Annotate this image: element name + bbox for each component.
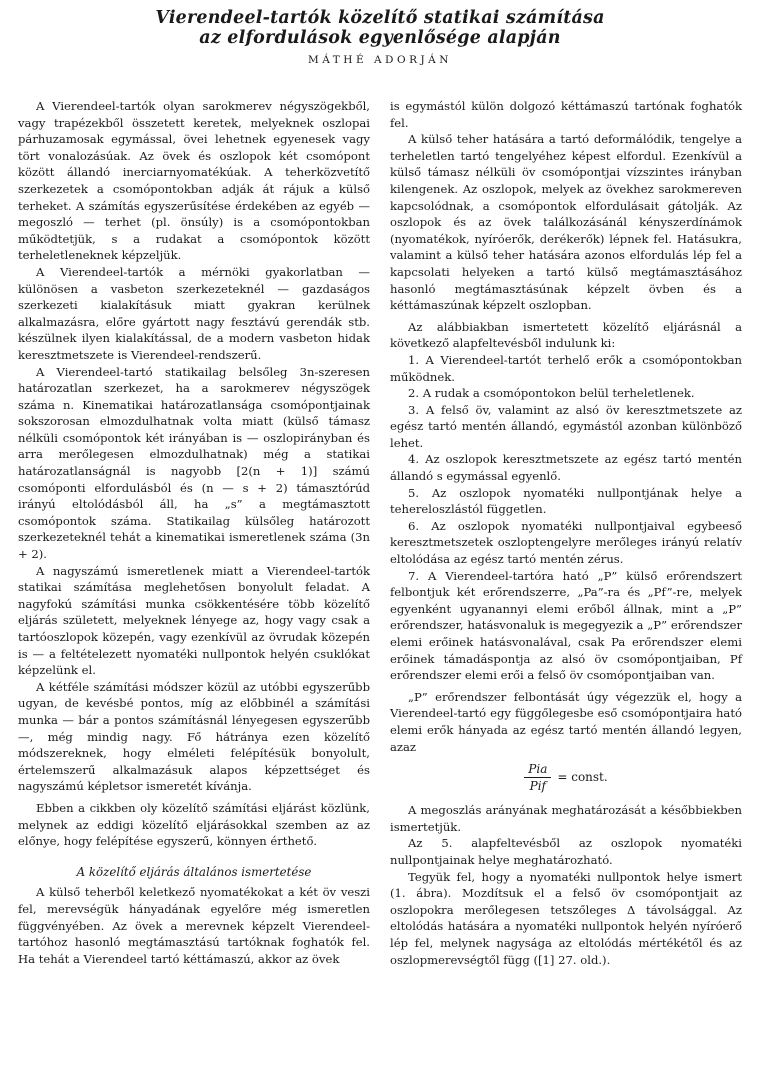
paragraph: A Vierendeel-tartók a mérnöki gyakorlatban — különösen a vasbeton szerkezeteknél — gazdaságos szerkezeti kialakításuk miatt gyakran kerülnek alkalmazásra, előre gyártott nagy fesztávú gerendák stb. készülnek ilyen kialakítással, de a modern vasbeton hidak keresztmetszete is Vierendeel-rendszerű. xyxy=(18,264,370,362)
list-item: 2. A rudak a csomópontokon belül terheletlenek. xyxy=(408,386,695,401)
fraction xyxy=(524,761,551,794)
paragraph: „P” erőrendszer felbontását úgy végezzük el, hogy a Vierendeel-tartó egy függőlegesbe eső csomópontjaira ható elemi erők hányada az egész tartó mentén állandó legyen, azaz xyxy=(390,689,742,754)
article-title-line-1: Vierendeel-tartók közelítő statikai számítása xyxy=(155,8,605,28)
paragraph: A Vierendeel-tartó statikailag belsőleg 3n-szeresen határozatlan szerkezet, ha a sarokmerev négyszögek száma n. Kinematikai határozatlansága csomópontjainak sokszorosan elmozdulhatnak volta miatt (külső támasz nélküli csomópontok két irányában is — oszlopirányban és arra merőlegesen elmozdulhatnak) még a statikai határozatlanságnál is nagyobb [2(n + 1)] számú csomóponti elfordulásból és (n — s + 2) támasztórúd irányú eltolódásból áll, ha „s” a megtámasztott csomópontok száma. Statikailag külsőleg határozott szerkezeteknél tehát a kinematikai ismeretlenek száma (3n + 2). xyxy=(18,364,370,562)
paragraph: A nagyszámú ismeretlenek miatt a Vierendeel-tartók statikai számítása meglehetősen bonyolult feladat. A nagyfokú számítási munka csökkentésére több közelítő eljárás született, melyeknek lényege az, hogy vagy csak a tartóoszlopok közepén, vagy ezenkívül az övrudak közepén is — a feltételezett nyomatéki nullpontok helyén csuklókat képzelünk el. xyxy=(18,563,370,678)
article-title-line-2: az elfordulások egyenlősége alapján xyxy=(199,28,561,48)
left-column xyxy=(18,98,370,968)
paragraph: A Vierendeel-tartók olyan sarokmerev négyszögekből, vagy trapézekből összetett keretek, melyeknek oszlopai párhuzamosak egymással, övei lehetnek egyenesek vagy tört vonalozásúak. Az övek és oszlopok két csomópont között állandó inerciarnyomatékúak. A teherközvetítő szerkezetek a csomópontokban adják át rájuk a külső terheket. A számítás egyszerűsítése érdekében az egyéb — megoszló — terhet (pl. önsúly) is a csomópontokban működtetjük, s a rudakat a csomópontok között terheletleneknek képzeljük. xyxy=(18,99,370,263)
ratio-formula xyxy=(390,761,742,794)
list-item: 4. Az oszlopok keresztmetszete az egész tartó mentén állandó s egymással egyenlő. xyxy=(390,452,742,484)
assumption-list xyxy=(390,352,742,684)
formula-rhs: = const. xyxy=(557,770,608,785)
fraction-numerator: Pia xyxy=(524,761,551,778)
list-item: 1. A Vierendeel-tartót terhelő erők a csomópontokban működnek. xyxy=(390,352,742,384)
paragraph: A külső teher hatására a tartó deformálódik, tengelye a terheletlen tartó tengelyéhez képest elfordul. Ezenkívül a külső támasz nélküli öv csomópontjai vízszintes irányban kilengenek. Az oszlopok, melyek az övekhez sarokmereven kapcsolódnak, a csomópontok elfordulásait gátolják. Az oszlopok és az övek találkozásánál kényszerdínámok (nyomatékok, nyíróerők, derékerők) lépnek fel. Hatásukra, valamint a külső teher hatására azonos elfordulás lép fel a kapcsolati helyeken a tartó külső megtámasztásához hasonló megtámasztásúnak képzelt övben és a kéttámaszúnak képzelt oszlopban. xyxy=(390,132,742,313)
paragraph: Ebben a cikkben oly közelítő számítási eljárást közlünk, melynek az eddigi közelítő eljárásokkal szemben az az előnye, hogy felépítése egyszerű, könnyen érthető. xyxy=(18,800,370,849)
paragraph: A kétféle számítási módszer közül az utóbbi egyszerűbb ugyan, de kevésbé pontos, míg az előbbinél a számítási munka — bár a pontos számításnál lényegesen egyszerűbb —, még mindig nagy. Fő hátránya ezen közelítő módszereknek, hogy elméleti felépítésük bonyolult, értelemszerű alkalmazásuk alapos képzettséget és nagyszámú képletsor ismeretét kívánja. xyxy=(18,679,370,794)
list-item: 6. Az oszlopok nyomatéki nullpontjaival egybeeső keresztmetszetek oszloptengelyre merőleges irányú relatív eltolódása az egész tartó mentén zérus. xyxy=(390,518,742,567)
article-author: MÁTHÉ ADORJÁN xyxy=(308,54,452,66)
article-body xyxy=(18,98,742,968)
right-column xyxy=(390,98,742,968)
paragraph: is egymástól külön dolgozó kéttámaszú tartónak foghatók fel. xyxy=(390,99,742,130)
list-item: 7. A Vierendeel-tartóra ható „P” külső erőrendszert felbontjuk két erőrendszerre, „Pa”-ra és „Pf”-re, melyek egyenként ugyanannyi elemi erőből állnak, mint a „P” erőrendszer, hatásvonaluk is megegyezik a „P” erőrendszer elemi erőinek hatásvonalával, csak Pa erőrendszer elemi erőinek támadáspontja az alsó öv csomópontjaiban, Pf erőrendszer elemi erői a felső öv csomópontjaiban van. xyxy=(390,568,742,683)
paragraph: Az 5. alapfeltevésből az oszlopok nyomatéki nullpontjainak helye meghatározható. xyxy=(390,836,742,867)
article-title xyxy=(18,8,742,48)
fraction-denominator: Pif xyxy=(529,779,546,794)
list-item: 5. Az oszlopok nyomatéki nullpontjának helye a tehereloszlástól független. xyxy=(390,485,742,517)
list-item: 3. A felső öv, valamint az alsó öv keresztmetszete az egész tartó mentén állandó, egymástól azonban különböző lehet. xyxy=(390,402,742,450)
paragraph: Az alábbiakban ismertetett közelítő eljárásnál a következő alapfeltevésből indulunk ki: xyxy=(390,319,742,351)
paragraph: Tegyük fel, hogy a nyomatéki nullpontok helye ismert (1. ábra). Mozdítsuk el a felső öv csomópontjait az oszlopokra merőlegesen tetszőleges Δ távolsággal. Az eltolódás hatására a nyomatéki nullpontok helyén nyíróerő lép fel, melynek nagysága az eltolódás mértékétől és az oszlopmerevségtől függ ([1] 27. old.). xyxy=(390,869,742,967)
paragraph: A külső teherből keletkező nyomatékokat a két öv veszi fel, merevségük hányadának egyelőre még ismeretlen függvényében. Az övek a merevnek képzelt Vierendeel-tartóhoz hasonló megtámasztású tartóknak foghatók fel. Ha tehát a Vierendeel tartó kéttámaszú, akkor az övek xyxy=(18,885,370,966)
paragraph: A megoszlás arányának meghatározását a későbbiekben ismertetjük. xyxy=(390,803,742,834)
section-heading: A közelítő eljárás általános ismertetése xyxy=(76,864,312,879)
